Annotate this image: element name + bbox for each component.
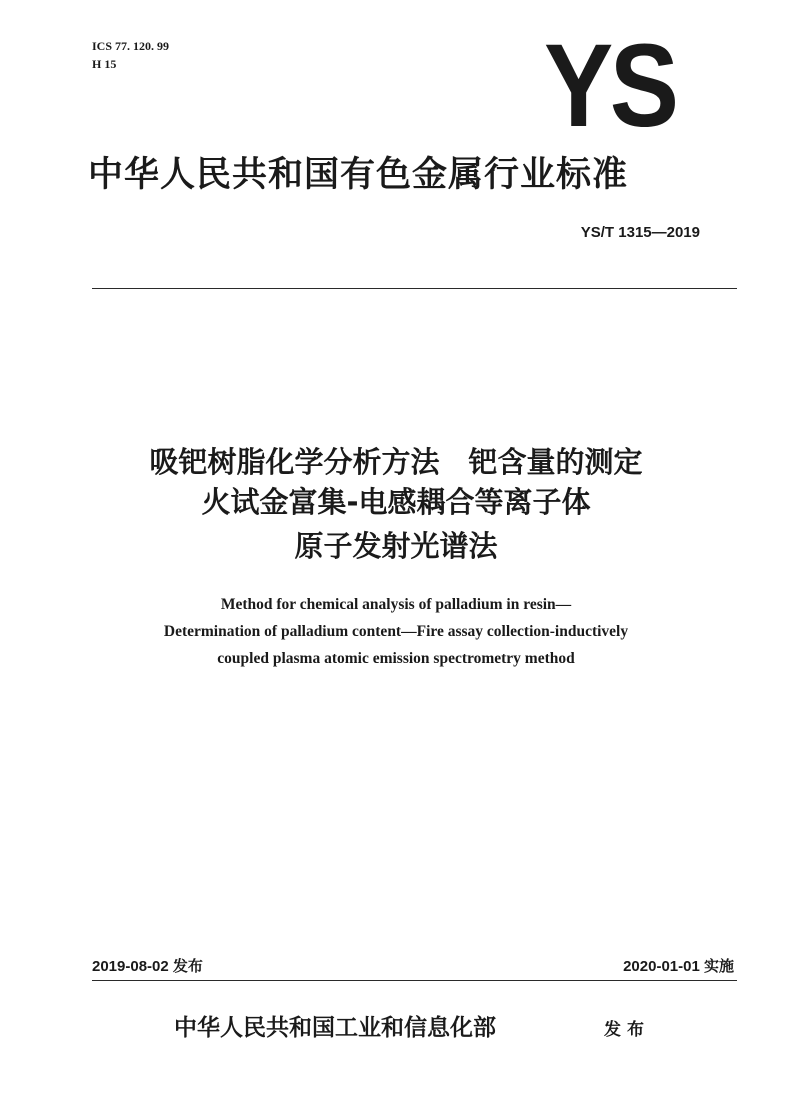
publisher-name: 中华人民共和国工业和信息化部	[174, 1014, 496, 1041]
bottom-divider	[92, 980, 737, 981]
chinese-title-line-3: 原子发射光谱法	[294, 529, 498, 563]
top-divider	[92, 288, 737, 289]
implementation-date: 2020-01-01 实施	[623, 958, 734, 975]
chinese-title-line-1: 吸钯树脂化学分析方法 钯含量的测定	[149, 445, 643, 479]
standard-number: YS/T 1315—2019	[580, 224, 700, 241]
english-title-line-2: Determination of palladium content—Fire assay collection-inductively	[163, 623, 629, 640]
english-title-line-3: coupled plasma atomic emission spectrometry method	[217, 650, 575, 667]
issue-date: 2019-08-02 发布	[92, 958, 203, 975]
organization-title: 中华人民共和国有色金属行业标准	[88, 155, 629, 195]
ys-logo: YS	[544, 20, 676, 152]
classification-code: H 15	[92, 57, 117, 71]
chinese-title-line-2: 火试金富集-电感耦合等离子体	[201, 485, 591, 519]
ics-code: ICS 77. 120. 99	[92, 39, 170, 53]
english-title-line-1: Method for chemical analysis of palladium in resin—	[220, 596, 572, 613]
publish-label: 发布	[604, 1020, 650, 1040]
